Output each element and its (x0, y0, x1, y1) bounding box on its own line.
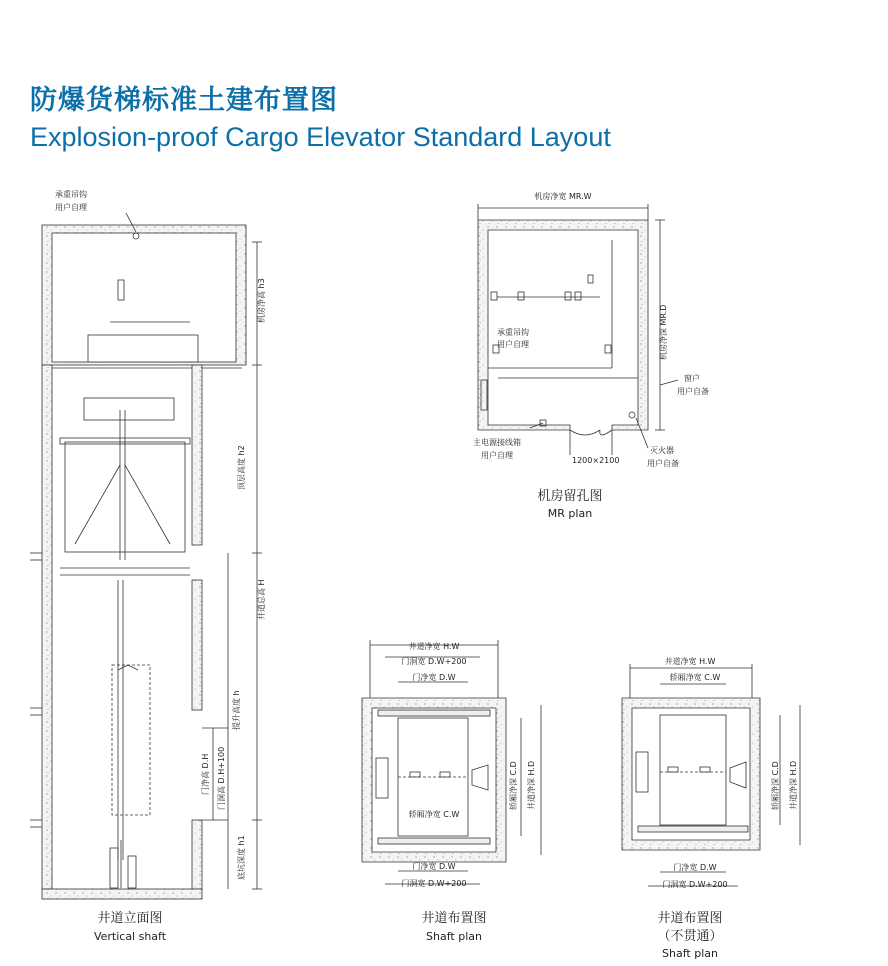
page-title-cn: 防爆货梯标准土建布置图 (30, 85, 338, 116)
sp1-dw200-bottom: 门洞宽 D.W+200 (401, 879, 467, 888)
caption-sp2-en: Shaft plan (662, 947, 718, 960)
extinguisher-label: 灭火器 (650, 446, 674, 455)
sp1-cw: 轿厢净宽 C.W (408, 810, 460, 819)
label-h: 提升高度 h (232, 690, 241, 730)
mr-hook-label: 承重吊钩 (497, 328, 529, 337)
label-h2: 顶层高度 h2 (237, 445, 246, 490)
sp2-cd: 轿厢净深 C.D (771, 761, 780, 810)
power-label: 主电源接线箱 (473, 438, 521, 447)
caption-mr-cn: 机房留孔图 (537, 489, 603, 504)
sp2-dw200: 门洞宽 D.W+200 (662, 880, 728, 889)
caption-mr-en: MR plan (547, 507, 593, 520)
label-door-dh100: 门洞高 D.H+100 (217, 746, 226, 810)
label-h1: 底坑深度 h1 (237, 835, 246, 880)
door-size: 1200×2100 (572, 456, 620, 465)
sp2-hd: 井道净深 H.D (789, 760, 798, 810)
sp1-hw: 井道净宽 H.W (408, 642, 460, 651)
label-H: 井道总高 H (257, 579, 266, 620)
hook-note: 用户自理 (55, 203, 87, 212)
shaft-plan-1-labels (401, 641, 536, 943)
sp2-hw: 井道净宽 H.W (664, 657, 716, 666)
caption-sp2-cn: 井道布置图 (657, 911, 723, 926)
sp2-dw: 门净宽 D.W (673, 863, 717, 872)
sp1-hd: 井道净深 H.D (527, 760, 536, 810)
page-title-en: Explosion-proof Cargo Elevator Standard Layout (30, 122, 611, 152)
sp1-dw-bottom: 门净宽 D.W (412, 862, 456, 871)
label-door-dh: 门净高 D.H (201, 753, 210, 795)
label-mrd: 机房净深 MR.D (659, 304, 668, 360)
caption-sp2-sub: （不贯通） (657, 929, 723, 944)
window-note: 用户自备 (677, 387, 709, 396)
sp1-cd: 轿厢净深 C.D (509, 761, 518, 810)
mr-plan-labels (473, 191, 709, 520)
extinguisher-note: 用户自备 (647, 459, 679, 468)
sp2-cw: 轿厢净宽 C.W (669, 673, 721, 682)
caption-sp1-en: Shaft plan (426, 930, 482, 943)
power-note: 用户自理 (481, 451, 513, 460)
label-mrw: 机房净宽 MR.W (534, 192, 592, 201)
sp1-dw200-top: 门洞宽 D.W+200 (401, 657, 467, 666)
vertical-shaft-drawing (30, 213, 262, 899)
hook-label: 承重吊钩 (55, 190, 87, 199)
caption-vertical-cn: 井道立面图 (97, 911, 163, 926)
caption-vertical-en: Vertical shaft (93, 930, 167, 943)
window-label: 窗户 (684, 374, 700, 383)
label-h3: 机房净高 h3 (257, 278, 266, 323)
caption-sp1-cn: 井道布置图 (421, 911, 487, 926)
mr-hook-note: 用户自理 (497, 340, 529, 349)
sp1-dw-top: 门净宽 D.W (412, 673, 456, 682)
